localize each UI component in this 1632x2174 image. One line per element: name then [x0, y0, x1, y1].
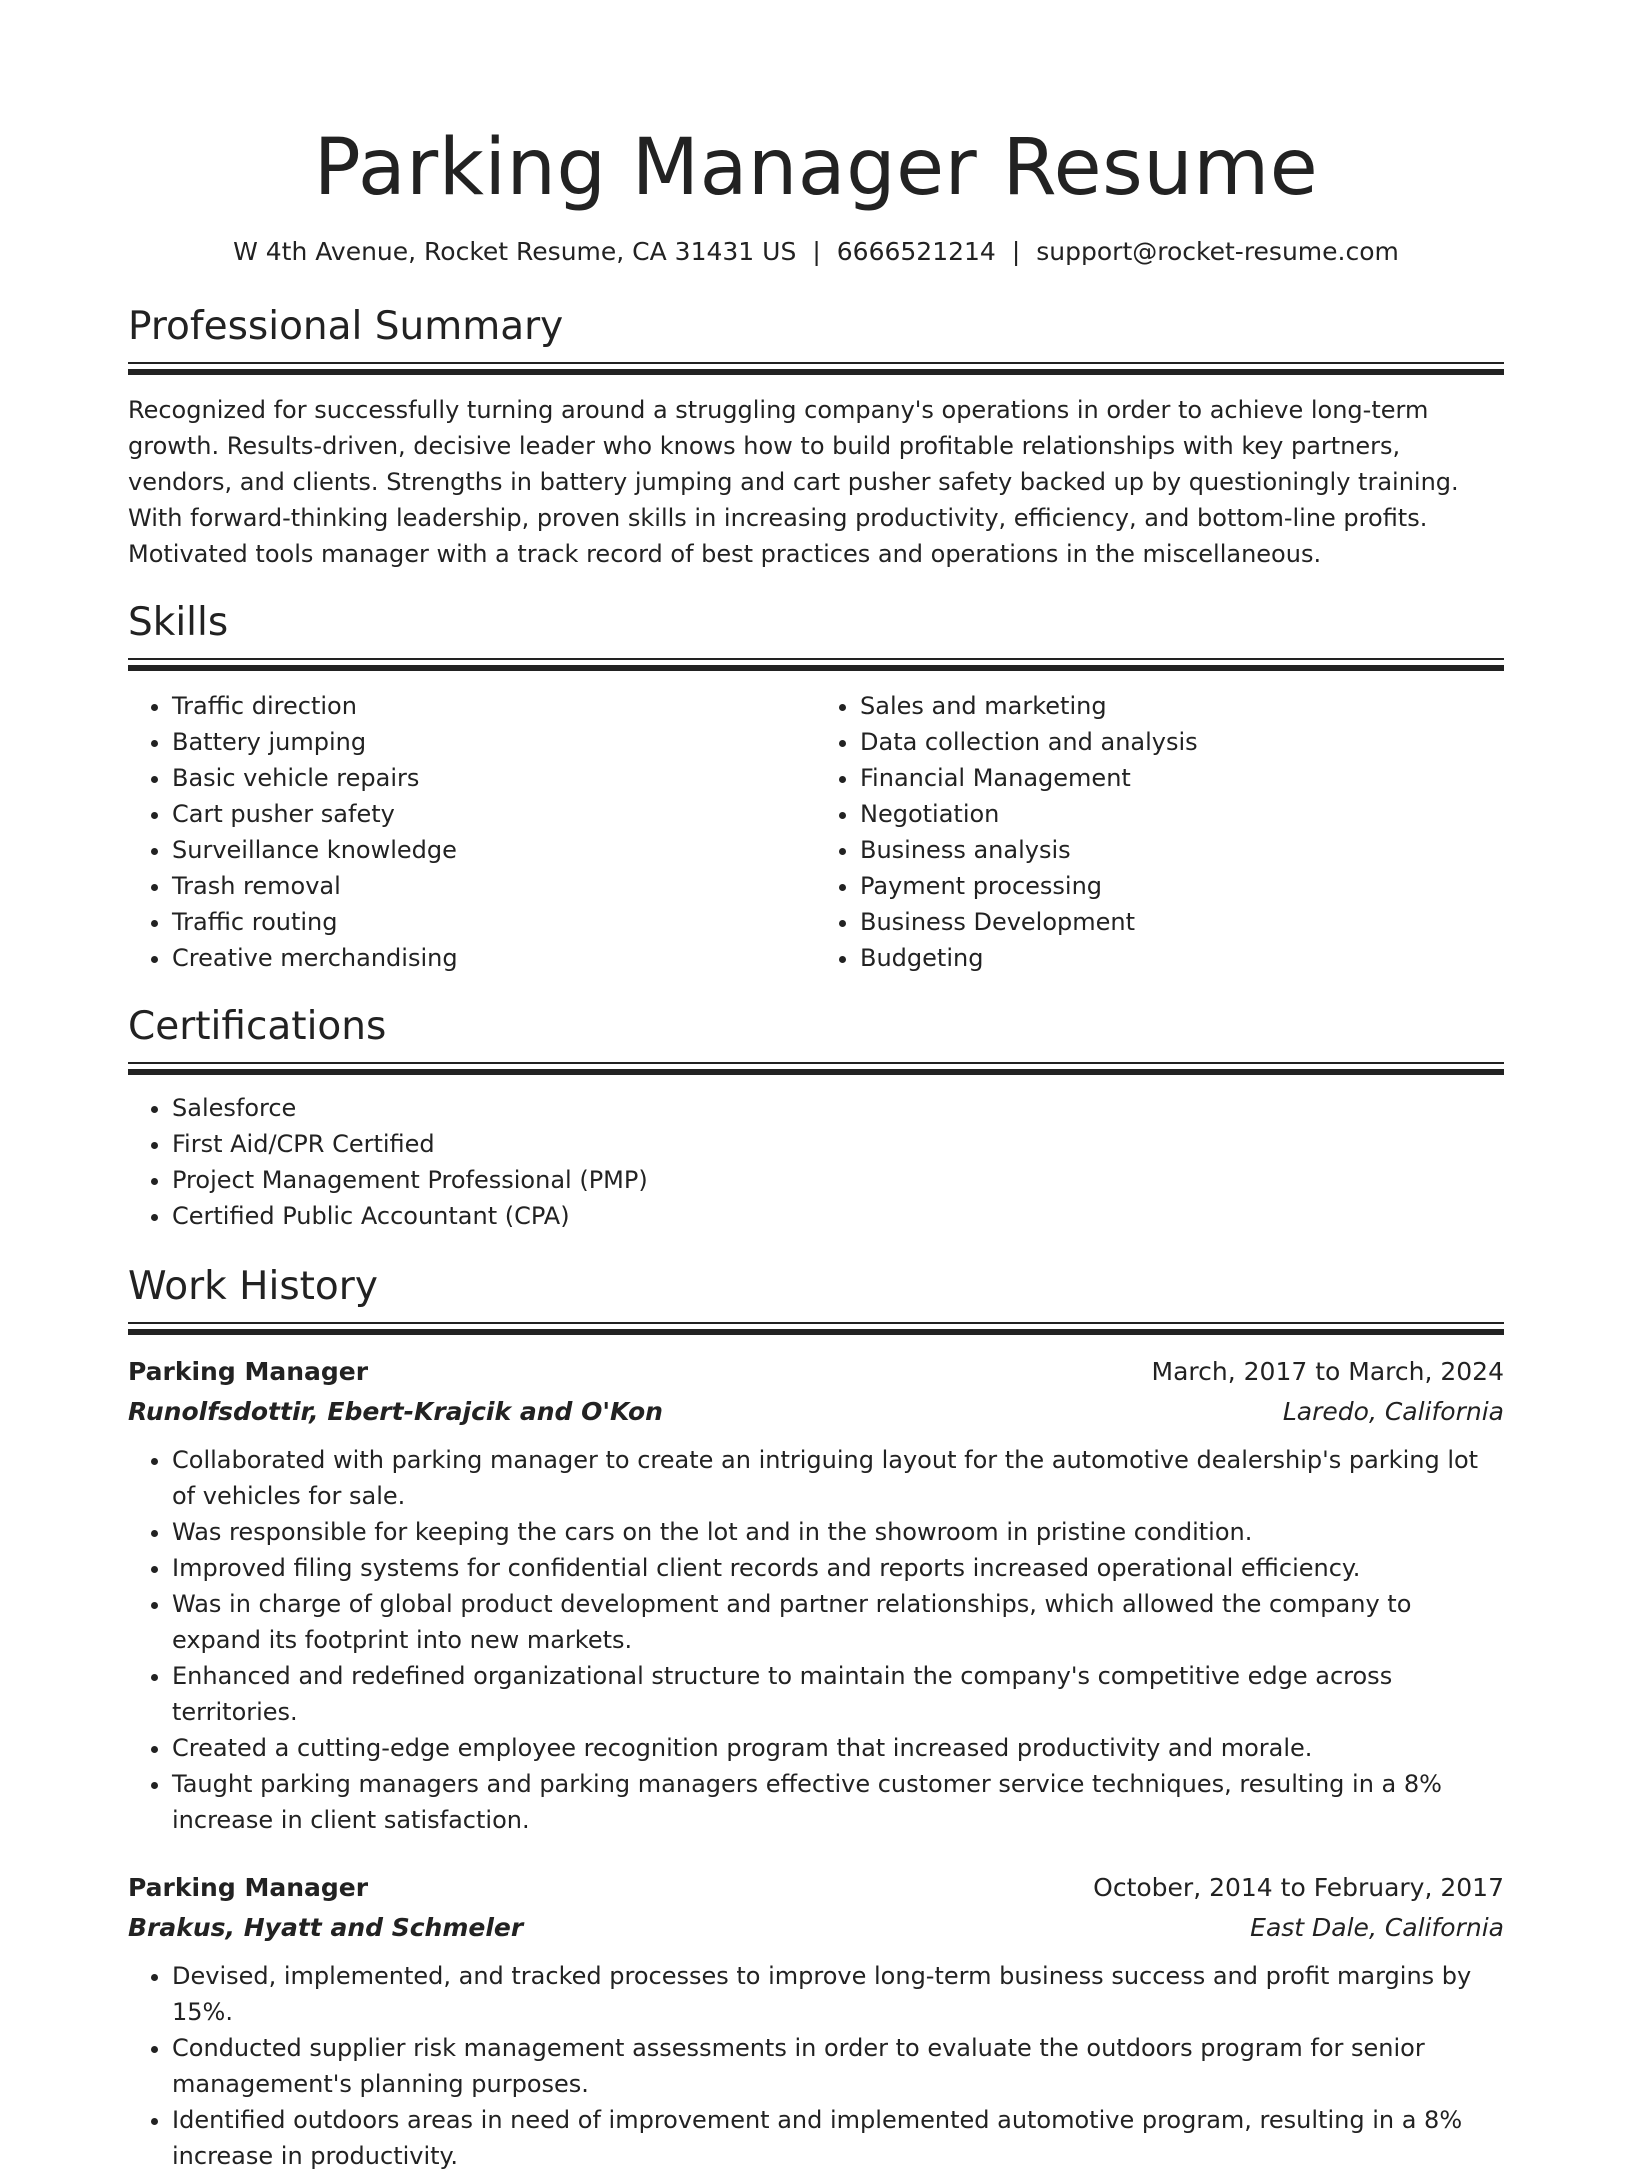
job-bullets	[128, 1442, 1504, 1838]
skill-item: • Negotiation	[860, 796, 1504, 832]
summary-section	[128, 302, 1504, 572]
job-header-row	[128, 1352, 1504, 1392]
contact-separator: |	[1011, 237, 1021, 266]
skill-item: • Traffic direction	[172, 688, 816, 724]
skill-item: • Cart pusher safety	[172, 796, 816, 832]
skill-item: • Payment processing	[860, 868, 1504, 904]
section-divider	[128, 658, 1504, 672]
job-bullet: • Was responsible for keeping the cars on the lot and in the showroom in pristine condition.	[172, 1514, 1504, 1550]
work-history-heading: Work History	[128, 1264, 378, 1309]
skill-item: • Basic vehicle repairs	[172, 760, 816, 796]
skill-item: • Battery jumping	[172, 724, 816, 760]
section-divider	[128, 1062, 1504, 1076]
contact-separator: |	[812, 237, 821, 266]
skills-heading: Skills	[128, 600, 229, 645]
summary-heading: Professional Summary	[128, 304, 564, 349]
page-title: Parking Manager Resume	[313, 123, 1319, 213]
contact-line	[128, 236, 1504, 268]
job-bullet: • Created a cutting-edge employee recognition program that increased productivity and morale.	[172, 1730, 1504, 1766]
certifications-list	[128, 1090, 1504, 1234]
skill-item: • Business analysis	[860, 832, 1504, 868]
skill-item: • Creative merchandising	[172, 940, 816, 976]
section-divider	[128, 1322, 1504, 1336]
summary-text: Recognized for successfully turning around a struggling company's operations in order to achieve long-term growth. Results-driven, decisive leader who knows how to build profitable relationships with key partners, vendors, and clients. Strengths in battery jumping and cart pusher safety backed up by questioningly training. With forward-thinking leadership, proven skills in increasing productivity, efficiency, and bottom-line profits. Motivated tools manager with a track record of best practices and operations in the miscellaneous.	[128, 396, 1459, 568]
certifications-heading: Certifications	[128, 1004, 387, 1049]
skill-item: • Financial Management	[860, 760, 1504, 796]
job-bullet: • Identified outdoors areas in need of improvement and implemented automotive program, resulting in a 8% increase in productivity.	[172, 2102, 1504, 2174]
job-entry	[128, 1868, 1504, 2174]
skill-item: • Budgeting	[860, 940, 1504, 976]
skills-list-left	[128, 688, 816, 976]
skill-item: • Trash removal	[172, 868, 816, 904]
job-company: Runolfsdottir, Ebert-Krajcik and O'Kon	[128, 1397, 663, 1426]
job-bullet: • Taught parking managers and parking managers effective customer service techniques, resulting in a 8% increase in client satisfaction.	[172, 1766, 1504, 1838]
certification-item: • Salesforce	[172, 1090, 1504, 1126]
section-divider	[128, 362, 1504, 376]
skill-item: • Sales and marketing	[860, 688, 1504, 724]
job-location: Laredo, California	[1282, 1397, 1504, 1426]
contact-address: W 4th Avenue, Rocket Resume, CA 31431 US	[233, 237, 797, 266]
contact-email[interactable]: support@rocket-resume.com	[1036, 237, 1399, 266]
skill-item: • Business Development	[860, 904, 1504, 940]
job-bullets	[128, 1958, 1504, 2174]
job-bullet: • Devised, implemented, and tracked processes to improve long-term business success and profit margins by 15%.	[172, 1958, 1504, 2030]
skill-item: • Data collection and analysis	[860, 724, 1504, 760]
certification-item: • Certified Public Accountant (CPA)	[172, 1198, 1504, 1234]
job-bullet: • Was in charge of global product development and partner relationships, which allowed the company to expand its footprint into new markets.	[172, 1586, 1504, 1658]
job-title: Parking Manager	[128, 1873, 369, 1902]
job-company-row	[128, 1908, 1504, 1948]
skill-item: • Surveillance knowledge	[172, 832, 816, 868]
certification-item: • First Aid/CPR Certified	[172, 1126, 1504, 1162]
job-header-row	[128, 1868, 1504, 1908]
job-bullet: • Conducted supplier risk management assessments in order to evaluate the outdoors program for senior management's planning purposes.	[172, 2030, 1504, 2102]
job-bullet: • Enhanced and redefined organizational structure to maintain the company's competitive edge across territories.	[172, 1658, 1504, 1730]
job-bullet: • Improved filing systems for confidential client records and reports increased operational efficiency.	[172, 1550, 1504, 1586]
job-location: East Dale, California	[1250, 1913, 1504, 1942]
skills-section	[128, 598, 1504, 976]
resume-page	[128, 0, 1504, 2174]
skill-item: • Traffic routing	[172, 904, 816, 940]
job-dates: October, 2014 to February, 2017	[1093, 1873, 1504, 1902]
contact-phone: 6666521214	[836, 237, 996, 266]
job-entry	[128, 1352, 1504, 1838]
certifications-section	[128, 1002, 1504, 1234]
job-title: Parking Manager	[128, 1357, 369, 1386]
skills-columns	[128, 688, 1504, 976]
job-bullet: • Collaborated with parking manager to create an intriguing layout for the automotive dealership's parking lot of vehicles for sale.	[172, 1442, 1504, 1514]
job-company: Brakus, Hyatt and Schmeler	[128, 1913, 524, 1942]
skills-list-right	[816, 688, 1504, 976]
job-company-row	[128, 1392, 1504, 1432]
certification-item: • Project Management Professional (PMP)	[172, 1162, 1504, 1198]
job-dates: March, 2017 to March, 2024	[1151, 1357, 1504, 1386]
work-history-section	[128, 1262, 1504, 2174]
